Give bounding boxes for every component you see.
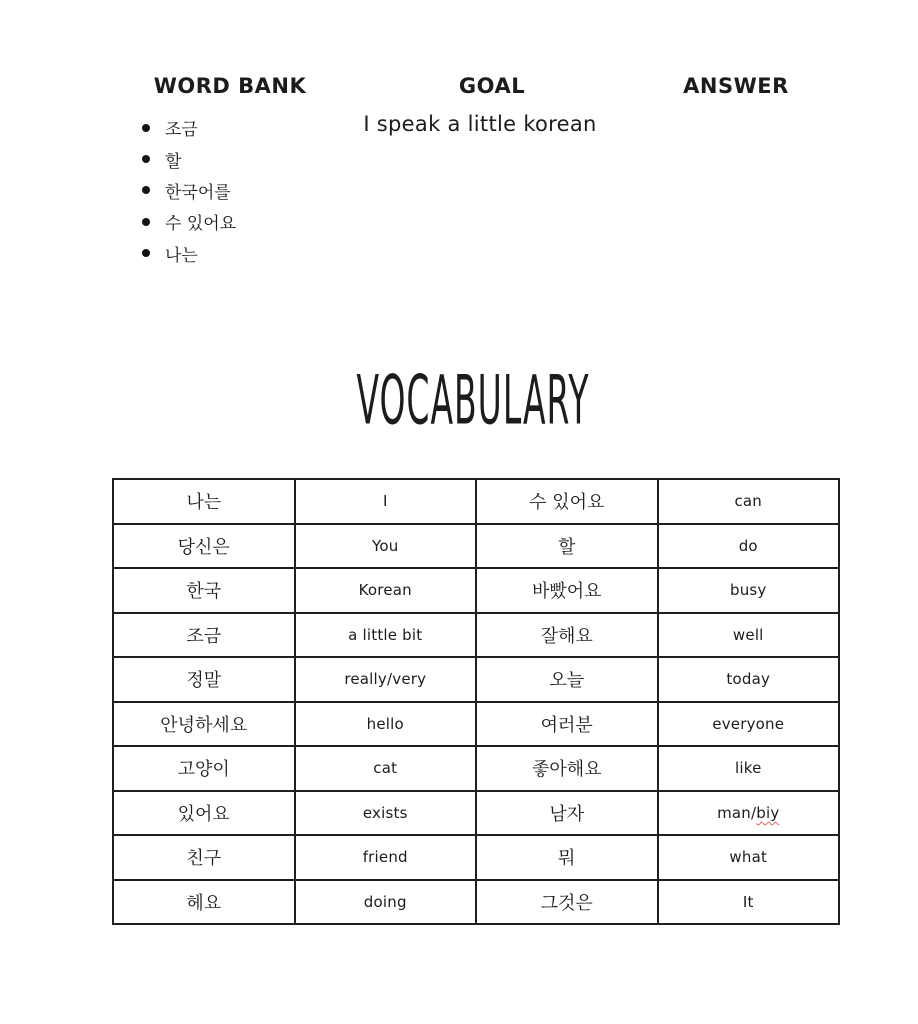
vocabulary-title-text: VOCABULARY — [356, 359, 590, 440]
table-row — [113, 702, 839, 747]
vocab-cell-english: I — [295, 479, 477, 524]
vocab-cell-korean: 나는 — [113, 479, 295, 524]
vocab-cell-english: everyone — [658, 702, 840, 747]
vocab-cell-english: Korean — [295, 568, 477, 613]
vocab-cell-english: friend — [295, 835, 477, 880]
word-bank-item-label: 조금 — [165, 120, 198, 141]
vocab-cell-english: really/very — [295, 657, 477, 702]
word-bank-item-label: 나는 — [165, 245, 198, 266]
vocab-cell-english: like — [658, 746, 840, 791]
word-bank-item — [142, 206, 236, 237]
vocab-cell-korean: 그것은 — [476, 880, 658, 925]
vocab-cell-korean: 한국 — [113, 568, 295, 613]
vocab-cell-english: exists — [295, 791, 477, 836]
vocab-cell-english: doing — [295, 880, 477, 925]
table-row — [113, 880, 839, 925]
vocab-cell-english: busy — [658, 568, 840, 613]
vocab-cell-english: hello — [295, 702, 477, 747]
word-bank-item-label: 할 — [165, 151, 182, 172]
bullet-icon — [142, 218, 150, 226]
table-row — [113, 657, 839, 702]
answer-text-pre: man/ — [717, 803, 757, 822]
vocab-cell-korean: 친구 — [113, 835, 295, 880]
table-row — [113, 524, 839, 569]
vocabulary-table — [112, 478, 840, 925]
vocab-cell-korean: 수 있어요 — [476, 479, 658, 524]
vocab-cell-english: today — [658, 657, 840, 702]
bullet-icon — [142, 124, 150, 132]
vocab-cell-korean: 좋아해요 — [476, 746, 658, 791]
vocab-cell-korean: 여러분 — [476, 702, 658, 747]
goal-header: GOAL — [458, 74, 526, 98]
table-row — [113, 746, 839, 791]
bullet-icon — [142, 249, 150, 257]
vocab-cell-korean: 안녕하세요 — [113, 702, 295, 747]
vocab-cell-english: It — [658, 880, 840, 925]
vocab-cell-korean: 있어요 — [113, 791, 295, 836]
vocabulary-title — [356, 359, 590, 440]
vocab-cell-english: a little bit — [295, 613, 477, 658]
bullet-icon — [142, 155, 150, 163]
word-bank-item — [142, 143, 236, 174]
word-bank-list — [142, 112, 236, 269]
bullet-icon — [142, 186, 150, 194]
vocab-cell-english: You — [295, 524, 477, 569]
vocab-cell-english: do — [658, 524, 840, 569]
vocab-cell-korean: 정말 — [113, 657, 295, 702]
word-bank-header: WORD BANK — [153, 74, 307, 98]
vocab-cell-korean: 남자 — [476, 791, 658, 836]
goal-sentence: I speak a little korean — [363, 112, 597, 136]
vocab-cell-english-misspelled — [658, 791, 840, 836]
table-row — [113, 568, 839, 613]
word-bank-item — [142, 112, 236, 143]
word-bank-item — [142, 175, 236, 206]
vocab-cell-korean: 조금 — [113, 613, 295, 658]
word-bank-item — [142, 238, 236, 269]
word-bank-item-label: 한국어를 — [165, 182, 231, 203]
vocab-cell-english: what — [658, 835, 840, 880]
vocab-cell-korean: 오늘 — [476, 657, 658, 702]
vocab-cell-korean: 바빴어요 — [476, 568, 658, 613]
table-row — [113, 613, 839, 658]
table-row — [113, 791, 839, 836]
table-row — [113, 479, 839, 524]
answer-header: ANSWER — [683, 74, 789, 98]
vocab-cell-korean: 잘해요 — [476, 613, 658, 658]
answer-text-misspelled: biy — [756, 803, 780, 822]
vocab-cell-english: well — [658, 613, 840, 658]
vocab-cell-english: cat — [295, 746, 477, 791]
vocab-cell-korean: 당신은 — [113, 524, 295, 569]
word-bank-item-label: 수 있어요 — [165, 214, 237, 235]
table-row — [113, 835, 839, 880]
vocab-cell-korean: 뭐 — [476, 835, 658, 880]
vocab-cell-korean: 고양이 — [113, 746, 295, 791]
vocab-cell-korean: 헤요 — [113, 880, 295, 925]
vocab-cell-english: can — [658, 479, 840, 524]
vocab-cell-korean: 할 — [476, 524, 658, 569]
